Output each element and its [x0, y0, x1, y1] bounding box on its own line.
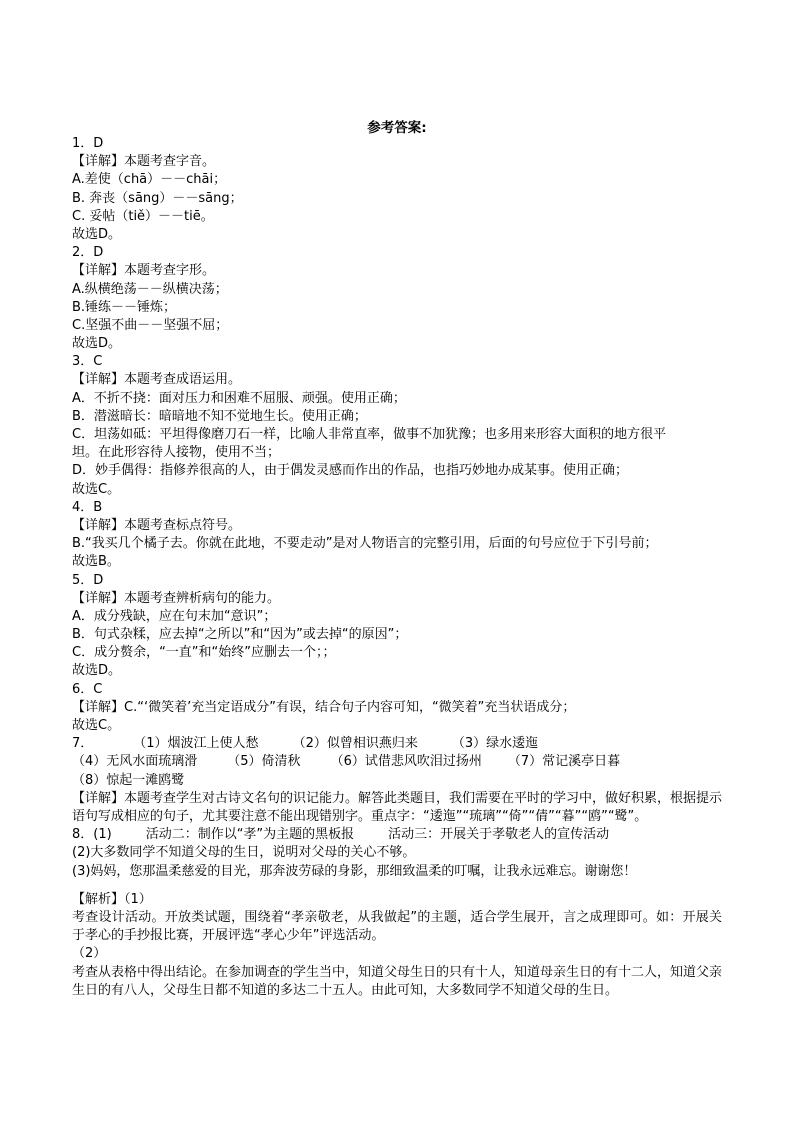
q7-answers-row1 — [72, 735, 722, 753]
q8-analysis-2-number: （2） — [72, 946, 107, 962]
q8-answer-1 — [72, 826, 722, 844]
q1-conclusion: 故选D。 — [72, 226, 122, 242]
q4-option-b: B.“我买几个橘子去。你就在此地，不要走动”是对人物语言的完整引用，后面的句号应位于下引号前； — [72, 536, 658, 552]
q7-answers-row2 — [72, 753, 722, 771]
q5-conclusion: 故选D。 — [72, 663, 122, 679]
answer-body — [72, 135, 722, 1000]
q8-number: 8．(1) — [72, 827, 112, 843]
q5-option-b: B．句式杂糅，应去掉“之所以”和“因为”或去掉“的原因”； — [72, 627, 408, 643]
q2-conclusion: 故选D。 — [72, 336, 122, 352]
q1-option-b: B. 奔丧（sāng）－－sāng； — [72, 190, 243, 206]
q7-answer-4: （4）无风水面琉璃滑 — [72, 754, 198, 770]
q2-answer: 2．D — [72, 245, 104, 261]
q3-option-a: A．不折不挠：面对压力和困难不屈服、顽强。使用正确； — [72, 390, 406, 406]
q6-answer: 6．C — [72, 681, 103, 697]
q4-conclusion: 故选B。 — [72, 554, 120, 570]
spacer — [72, 881, 722, 891]
q8-analysis-heading: 【解析】（1） — [72, 891, 152, 907]
page-title: 参考答案: — [367, 120, 427, 136]
q1-option-c: C. 妥帖（tiě）－－tiē。 — [72, 208, 214, 224]
q8-activity-2: 活动二：制作以“孝”为主题的黑板报 — [145, 827, 355, 843]
q4-answer: 4．B — [72, 499, 103, 515]
q7-detail: 【详解】本题考查学生对古诗文名句的识记能力。解答此类题目，我们需要在平时的学习中，做好积累，根据提示语句写成相应的句子，尤其要注意不能出现错别字。重点字：“逶迤”“琉璃”“倚”“倩”“暮”“鸥”“鹭”。 — [72, 790, 723, 824]
q2-option-b: B.锤练－－锤炼； — [72, 299, 177, 315]
q1-answer: 1．D — [72, 136, 104, 151]
q8-answer-2: (2)大多数同学不知道父母的生日，说明对父母的关心不够。 — [72, 845, 416, 861]
q3-option-d: D．妙手偶得：指修养很高的人，由于偶发灵感而作出的作品，也指巧妙地办成某事。使用正确； — [72, 463, 629, 479]
q7-answer-7: （7）常记溪亭日暮 — [507, 754, 621, 770]
q5-detail: 【详解】本题考查辨析病句的能力。 — [72, 590, 281, 606]
q6-detail: 【详解】C.“‘微笑着’充当定语成分”有误，结合句子内容可知，“微笑着”充当状语成分； — [72, 699, 576, 715]
q8-analysis-1: 考查设计活动。开放类试题，围绕着“孝亲敬老，从我做起”的主题，适合学生展开，言之成理即可。如：开展关于孝心的手抄报比赛，开展评选“孝心少年”评选活动。 — [72, 909, 722, 944]
q3-conclusion: 故选C。 — [72, 481, 121, 497]
q5-option-a: A．成分残缺，应在句末加“意识”； — [72, 608, 277, 624]
q8-analysis-2: 考查从表格中得出结论。在参加调查的学生当中，知道父母生日的只有十人，知道母亲生日的有十二人，知道父亲生日的有八人，父母生日都不知道的多达二十五人。由此可知，大多数同学不知道父母的生日。 — [72, 964, 723, 998]
q6-conclusion: 故选C。 — [72, 718, 121, 733]
q5-answer: 5．D — [72, 572, 104, 588]
q1-detail: 【详解】本题考查字音。 — [72, 154, 216, 170]
q7-answers-row3 — [72, 772, 722, 790]
q2-option-a: A.纵横绝荡－－纵横决荡； — [72, 281, 228, 297]
q7-answer-8: （8）惊起一滩鸥鹭 — [72, 772, 185, 788]
q8-activity-3: 活动三：开展关于孝敬老人的宣传活动 — [388, 827, 610, 843]
q2-option-c: C.坚强不曲－－坚强不屈； — [72, 317, 229, 333]
q8-answer-3: (3)妈妈，您那温柔慈爱的目光，那奔波劳碌的身影，那细致温柔的叮嘱，让我永远难忘。谢谢您！ — [72, 863, 637, 879]
q7-answer-5: （5）倚清秋 — [227, 754, 301, 770]
q3-answer: 3．C — [72, 354, 103, 370]
q7-number: 7． — [72, 736, 94, 752]
q7-answer-6: （6）试借悲风吹泪过扬州 — [330, 754, 482, 770]
q3-option-c: C．坦荡如砥：平坦得像磨刀石一样，比喻人非常直率，做事不加犹豫；也多用来形容大面积的地方很平 — [72, 427, 667, 442]
q2-detail: 【详解】本题考查字形。 — [72, 263, 216, 279]
q4-detail: 【详解】本题考查标点符号。 — [72, 517, 242, 533]
q3-option-b: B．潜滋暗长：暗暗地不知不觉地生长。使用正确； — [72, 408, 367, 424]
q3-detail: 【详解】本题考查成语运用。 — [72, 372, 242, 388]
q1-option-a: A.差使（chā）－－chāi； — [72, 172, 227, 188]
q5-option-c: C．成分赘余，“一直”和“始终”应删去一个；； — [72, 645, 336, 661]
q7-answer-3: （3）绿水逶迤 — [451, 736, 539, 752]
q3-option-c-cont: 坦。在此形容待人接物，使用不当； — [72, 445, 281, 461]
q7-answer-2: （2）似曾相识燕归来 — [292, 736, 418, 752]
q7-answer-1: （1）烟波江上使人愁 — [133, 736, 259, 752]
